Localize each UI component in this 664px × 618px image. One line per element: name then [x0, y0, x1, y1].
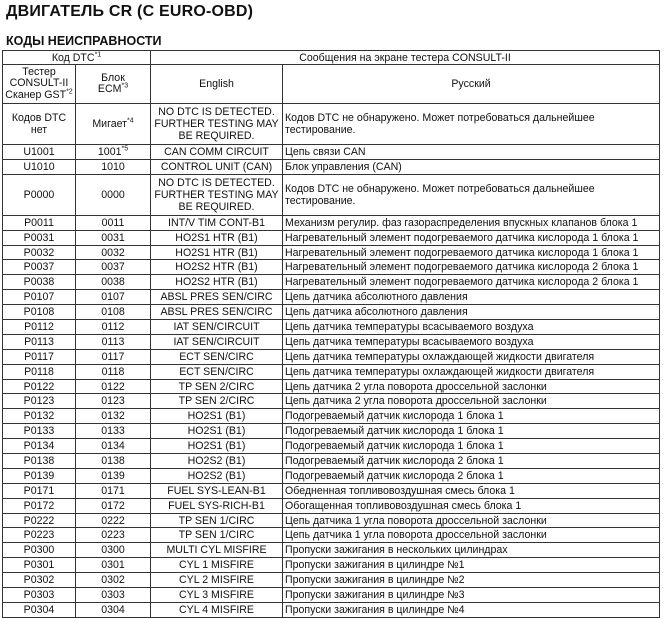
tester-code-cell: P0117 [3, 349, 76, 364]
tester-code-cell: Кодов DTC нет [3, 104, 76, 145]
russian-message-cell: Пропуски зажигания в цилиндре №3 [283, 588, 660, 603]
ecm-code-cell: 0118 [76, 364, 151, 379]
table-row [3, 305, 660, 320]
tester-code-cell: P0037 [3, 260, 76, 275]
ecm-code-cell: 0222 [76, 513, 151, 528]
english-message-cell: TP SEN 1/CIRC [151, 513, 283, 528]
tester-code-cell: P0113 [3, 334, 76, 349]
tester-code-cell: P0133 [3, 424, 76, 439]
ecm-code-cell: 0107 [76, 290, 151, 305]
table-row [3, 379, 660, 394]
header-russian: Русский [283, 65, 660, 104]
header-ecm: Блок ECM$^{*3}$ [76, 65, 151, 104]
english-message-cell: HO2S2 (B1) [151, 468, 283, 483]
russian-message-cell: Подогреваемый датчик кислорода 2 блока 1 [283, 454, 660, 469]
tester-code-cell: P0134 [3, 439, 76, 454]
english-message-cell: TP SEN 2/CIRC [151, 379, 283, 394]
russian-message-cell: Цепь связи CAN [283, 145, 660, 160]
tester-code-cell: P0032 [3, 245, 76, 260]
russian-message-cell: Подогреваемый датчик кислорода 1 блока 1 [283, 439, 660, 454]
tester-code-cell: P0108 [3, 305, 76, 320]
tester-code-cell: P0138 [3, 454, 76, 469]
tester-code-cell: P0000 [3, 174, 76, 215]
russian-message-cell: Обедненная топливовоздушная смесь блока 1 [283, 483, 660, 498]
english-message-cell: FUEL SYS-LEAN-B1 [151, 483, 283, 498]
english-message-cell: HO2S2 HTR (B1) [151, 260, 283, 275]
ecm-code-cell: 0038 [76, 275, 151, 290]
tester-code-cell: P0132 [3, 409, 76, 424]
table-row [3, 498, 660, 513]
english-message-cell: CYL 2 MISFIRE [151, 573, 283, 588]
russian-message-cell: Кодов DTC не обнаружено. Может потребоваться дальнейшее тестирование. [283, 104, 660, 145]
english-message-cell: INT/V TIM CONT-B1 [151, 215, 283, 230]
tester-code-cell: P0031 [3, 230, 76, 245]
table-row [3, 245, 660, 260]
table-row [3, 513, 660, 528]
english-message-cell: CYL 4 MISFIRE [151, 602, 283, 617]
english-message-cell: CYL 1 MISFIRE [151, 558, 283, 573]
table-row [3, 528, 660, 543]
russian-message-cell: Нагревательный элемент подогреваемого датчика кислорода 1 блока 1 [283, 245, 660, 260]
english-message-cell: HO2S1 (B1) [151, 439, 283, 454]
russian-message-cell: Цепь датчика 2 угла поворота дроссельной заслонки [283, 379, 660, 394]
ecm-code-cell: 0302 [76, 573, 151, 588]
english-message-cell: CAN COMM CIRCUIT [151, 145, 283, 160]
tester-code-cell: P0223 [3, 528, 76, 543]
table-body [3, 104, 660, 618]
ecm-code-cell: 0031 [76, 230, 151, 245]
ecm-code-cell: 0108 [76, 305, 151, 320]
russian-message-cell: Цепь датчика 1 угла поворота дроссельной заслонки [283, 513, 660, 528]
table-row [3, 174, 660, 215]
english-message-cell: HO2S2 (B1) [151, 454, 283, 469]
russian-message-cell: Подогреваемый датчик кислорода 1 блока 1 [283, 409, 660, 424]
header-tester: Тестер CONSULT-II Сканер GST$^{*2}$ [3, 65, 76, 104]
russian-message-cell: Пропуски зажигания в нескольких цилиндрах [283, 543, 660, 558]
ecm-code-cell: 0171 [76, 483, 151, 498]
english-message-cell: MULTI CYL MISFIRE [151, 543, 283, 558]
english-message-cell: CYL 3 MISFIRE [151, 588, 283, 603]
table-row [3, 424, 660, 439]
russian-message-cell: Кодов DTC не обнаружено. Может потребоваться дальнейшее тестирование. [283, 174, 660, 215]
ecm-code-cell: 0037 [76, 260, 151, 275]
english-message-cell: HO2S1 (B1) [151, 409, 283, 424]
table-row [3, 394, 660, 409]
ecm-code-cell: 0000 [76, 174, 151, 215]
english-message-cell: HO2S1 HTR (B1) [151, 230, 283, 245]
table-row [3, 543, 660, 558]
russian-message-cell: Обогащенная топливовоздушная смесь блока 1 [283, 498, 660, 513]
table-row [3, 320, 660, 335]
english-message-cell: CONTROL UNIT (CAN) [151, 159, 283, 174]
tester-code-cell: P0172 [3, 498, 76, 513]
tester-code-cell: P0139 [3, 468, 76, 483]
ecm-code-cell: 0112 [76, 320, 151, 335]
ecm-code-cell: 0134 [76, 439, 151, 454]
table-row [3, 454, 660, 469]
english-message-cell: TP SEN 1/CIRC [151, 528, 283, 543]
tester-code-cell: P0300 [3, 543, 76, 558]
ecm-code-cell: 0011 [76, 215, 151, 230]
tester-code-cell: P0171 [3, 483, 76, 498]
table-row [3, 104, 660, 145]
english-message-cell: IAT SEN/CIRCUIT [151, 334, 283, 349]
russian-message-cell: Механизм регулир. фаз газораспределения впускных клапанов блока 1 [283, 215, 660, 230]
header-screen-messages: Сообщения на экране тестера CONSULT-II [151, 51, 660, 65]
russian-message-cell: Пропуски зажигания в цилиндре №2 [283, 573, 660, 588]
table-row [3, 468, 660, 483]
english-message-cell: ABSL PRES SEN/CIRC [151, 305, 283, 320]
russian-message-cell: Цепь датчика 2 угла поворота дроссельной заслонки [283, 394, 660, 409]
russian-message-cell: Цепь датчика температуры всасываемого воздуха [283, 334, 660, 349]
tester-code-cell: P0118 [3, 364, 76, 379]
ecm-code-cell: 0303 [76, 588, 151, 603]
ecm-code-cell: Мигает$^{*4}$ [76, 104, 151, 145]
english-message-cell: ECT SEN/CIRC [151, 349, 283, 364]
english-message-cell: HO2S2 HTR (B1) [151, 275, 283, 290]
tester-code-cell: P0107 [3, 290, 76, 305]
table-row [3, 602, 660, 617]
tester-code-cell: P0304 [3, 602, 76, 617]
russian-message-cell: Цепь датчика абсолютного давления [283, 290, 660, 305]
dtc-table [2, 50, 660, 618]
table-header [3, 51, 660, 104]
table-row [3, 588, 660, 603]
table-row [3, 230, 660, 245]
russian-message-cell: Цепь датчика температуры охлаждающей жидкости двигателя [283, 364, 660, 379]
ecm-code-cell: 0301 [76, 558, 151, 573]
table-row [3, 409, 660, 424]
table-row [3, 349, 660, 364]
russian-message-cell: Пропуски зажигания в цилиндре №1 [283, 558, 660, 573]
tester-code-cell: P0222 [3, 513, 76, 528]
tester-code-cell: P0122 [3, 379, 76, 394]
ecm-code-cell: 0223 [76, 528, 151, 543]
english-message-cell: IAT SEN/CIRCUIT [151, 320, 283, 335]
english-message-cell: ABSL PRES SEN/CIRC [151, 290, 283, 305]
table-row [3, 159, 660, 174]
english-message-cell: HO2S1 (B1) [151, 424, 283, 439]
header-dtc-code: Код DTC$^{*1}$ [3, 51, 151, 65]
ecm-code-cell: 0300 [76, 543, 151, 558]
table-row [3, 145, 660, 160]
ecm-code-cell: 0122 [76, 379, 151, 394]
russian-message-cell: Подогреваемый датчик кислорода 2 блока 1 [283, 468, 660, 483]
russian-message-cell: Пропуски зажигания в цилиндре №4 [283, 602, 660, 617]
russian-message-cell: Цепь датчика температуры всасываемого воздуха [283, 320, 660, 335]
tester-code-cell: P0112 [3, 320, 76, 335]
table-row [3, 558, 660, 573]
ecm-code-cell: 0113 [76, 334, 151, 349]
table-row [3, 275, 660, 290]
russian-message-cell: Цепь датчика температуры охлаждающей жидкости двигателя [283, 349, 660, 364]
table-row [3, 364, 660, 379]
tester-code-cell: P0302 [3, 573, 76, 588]
ecm-code-cell: 1001$^{*5}$ [76, 145, 151, 160]
ecm-code-cell: 0123 [76, 394, 151, 409]
table-row [3, 573, 660, 588]
tester-code-cell: U1010 [3, 159, 76, 174]
english-message-cell: HO2S1 HTR (B1) [151, 245, 283, 260]
tester-code-cell: P0303 [3, 588, 76, 603]
ecm-code-cell: 0138 [76, 454, 151, 469]
ecm-code-cell: 0172 [76, 498, 151, 513]
ecm-code-cell: 0133 [76, 424, 151, 439]
ecm-code-cell: 0117 [76, 349, 151, 364]
table-row [3, 290, 660, 305]
section-title: КОДЫ НЕИСПРАВНОСТИ [6, 34, 162, 48]
ecm-code-cell: 1010 [76, 159, 151, 174]
table-row [3, 260, 660, 275]
russian-message-cell: Блок управления (CAN) [283, 159, 660, 174]
header-english: English [151, 65, 283, 104]
table-row [3, 334, 660, 349]
ecm-code-cell: 0139 [76, 468, 151, 483]
russian-message-cell: Нагревательный элемент подогреваемого датчика кислорода 2 блока 1 [283, 260, 660, 275]
page-title: ДВИГАТЕЛЬ CR (С EURO-OBD) [6, 3, 254, 20]
tester-code-cell: P0123 [3, 394, 76, 409]
tester-code-cell: P0011 [3, 215, 76, 230]
table-row [3, 215, 660, 230]
russian-message-cell: Нагревательный элемент подогреваемого датчика кислорода 1 блока 1 [283, 230, 660, 245]
table-row [3, 439, 660, 454]
russian-message-cell: Цепь датчика абсолютного давления [283, 305, 660, 320]
table-row [3, 483, 660, 498]
tester-code-cell: P0301 [3, 558, 76, 573]
ecm-code-cell: 0304 [76, 602, 151, 617]
tester-code-cell: U1001 [3, 145, 76, 160]
russian-message-cell: Нагревательный элемент подогреваемого датчика кислорода 2 блока 1 [283, 275, 660, 290]
english-message-cell: FUEL SYS-RICH-B1 [151, 498, 283, 513]
tester-code-cell: P0038 [3, 275, 76, 290]
ecm-code-cell: 0132 [76, 409, 151, 424]
english-message-cell: NO DTC IS DETECTED. FURTHER TESTING MAY BE REQUIRED. [151, 174, 283, 215]
russian-message-cell: Цепь датчика 1 угла поворота дроссельной заслонки [283, 528, 660, 543]
english-message-cell: NO DTC IS DETECTED. FURTHER TESTING MAY BE REQUIRED. [151, 104, 283, 145]
english-message-cell: ECT SEN/CIRC [151, 364, 283, 379]
russian-message-cell: Подогреваемый датчик кислорода 1 блока 1 [283, 424, 660, 439]
english-message-cell: TP SEN 2/CIRC [151, 394, 283, 409]
ecm-code-cell: 0032 [76, 245, 151, 260]
